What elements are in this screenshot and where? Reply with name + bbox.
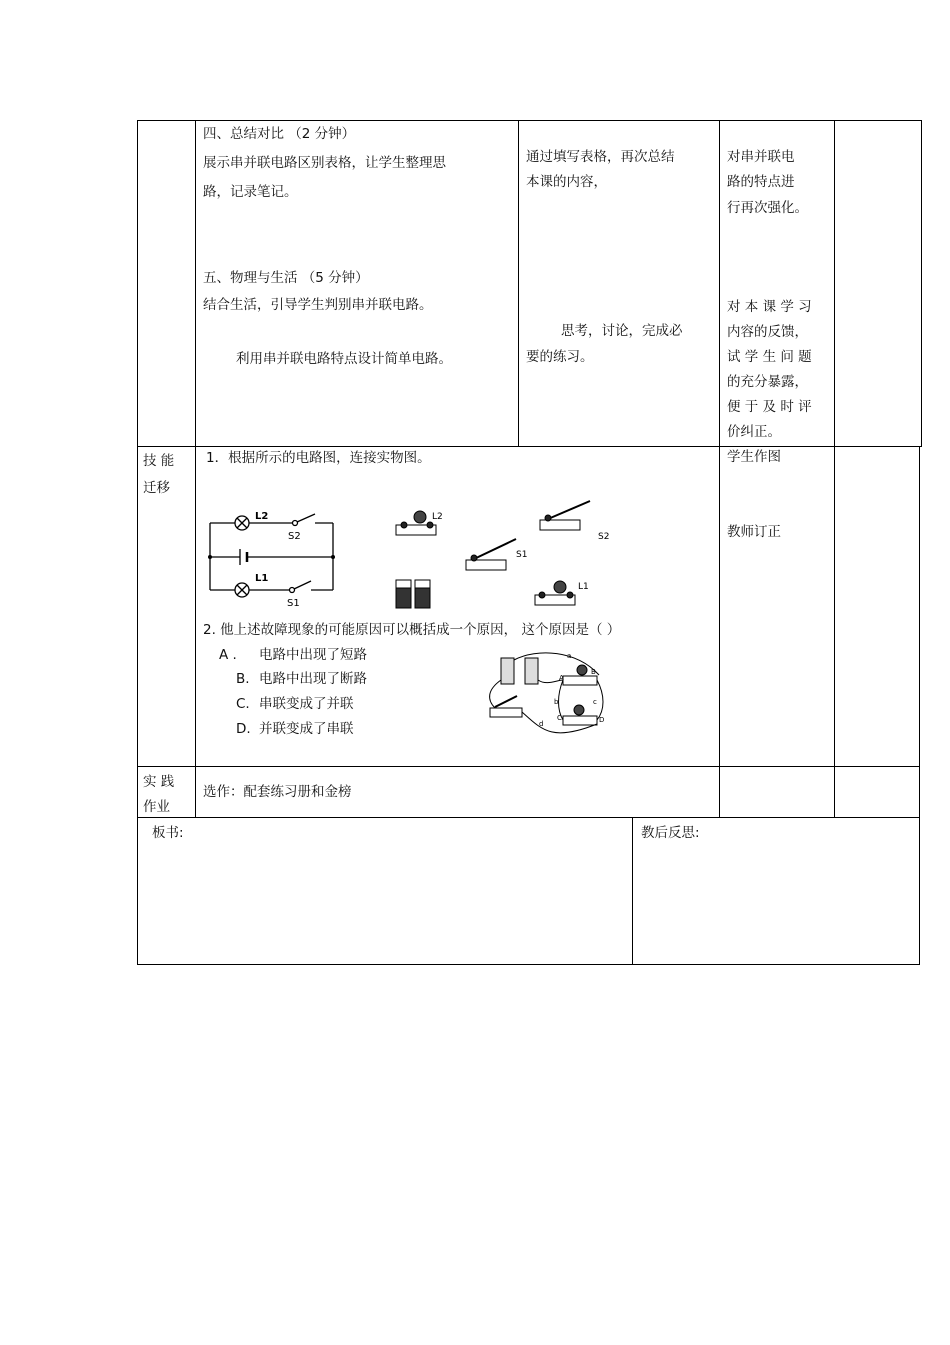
design-intent-2-line: 内容的反馈，	[727, 324, 808, 340]
question-1: 1．根据所示的电路图，连接实物图。	[206, 450, 431, 466]
section-5-line-1: 结合生活，引导学生判别串并联电路。	[203, 297, 433, 313]
option-c-letter: C.	[236, 696, 250, 712]
student-activity-1-line-1: 通过填写表格，再次总结	[526, 149, 675, 165]
label-A: A	[559, 674, 564, 682]
label-a: a	[567, 652, 572, 660]
label-d: d	[539, 720, 544, 728]
label-L1: L1	[255, 573, 269, 584]
label-B: B	[591, 668, 596, 676]
row-label-homework: 作业	[143, 799, 170, 815]
section-4-title: 四、总结对比 （2 分钟）	[203, 126, 356, 142]
blackboard-writing-label: 板书:	[152, 825, 184, 841]
option-c-text: 串联变成了并联	[259, 696, 354, 712]
design-intent-1-line: 路的特点进	[727, 174, 795, 190]
section-4-line-1: 展示串并联电路区别表格，让学生整理思	[203, 155, 446, 171]
label-real-L2: L2	[432, 512, 443, 522]
row-label-transfer: 迁移	[143, 480, 170, 496]
option-b-text: 电路中出现了断路	[259, 671, 367, 687]
teacher-correction: 教师订正	[727, 524, 781, 540]
student-activity-2-line-2: 要的练习。	[526, 349, 594, 365]
design-intent-2-line: 对 本 课 学 习	[727, 299, 812, 315]
option-a-letter: A .	[219, 647, 237, 663]
teaching-reflection-label: 教后反思:	[641, 825, 700, 841]
option-d-letter: D.	[236, 721, 251, 737]
design-intent-1-line: 行再次强化。	[727, 200, 808, 216]
label-real-S2: S2	[598, 532, 610, 542]
design-intent-2-line: 价纠正。	[727, 424, 781, 440]
option-b-letter: B.	[236, 671, 250, 687]
student-drawing: 学生作图	[727, 449, 781, 465]
option-d-text: 并联变成了串联	[259, 721, 354, 737]
label-real-L1: L1	[578, 582, 589, 592]
homework-content: 选作：配套练习册和金榜	[203, 784, 352, 800]
option-a-text: 电路中出现了短路	[259, 647, 367, 663]
design-intent-1-line: 对串并联电	[727, 149, 795, 165]
label-real-S1: S1	[516, 550, 528, 560]
label-c: c	[593, 698, 597, 706]
student-activity-2-line-1: 思考，讨论，完成必	[561, 323, 683, 339]
label-C: C	[557, 714, 562, 722]
design-intent-2-line: 的充分暴露，	[727, 374, 808, 390]
circuit-schematic	[205, 505, 345, 615]
label-D: D	[599, 716, 605, 724]
section-5-line-2: 利用串并联电路特点设计简单电路。	[236, 351, 452, 367]
student-activity-1-line-2: 本课的内容，	[526, 174, 607, 190]
question-2: 2. 他上述故障现象的可能原因可以概括成一个原因， 这个原因是（ ）	[203, 622, 621, 638]
fault-circuit-figure	[487, 650, 612, 745]
label-S2: S2	[288, 531, 301, 542]
label-L2: L2	[255, 511, 269, 522]
design-intent-2-line: 便 于 及 时 评	[727, 399, 812, 415]
physical-components	[390, 495, 620, 615]
design-intent-2-line: 试 学 生 问 题	[727, 349, 812, 365]
section-4-line-2: 路，记录笔记。	[203, 184, 298, 200]
label-S1: S1	[287, 598, 300, 609]
row-label-skill: 技 能	[143, 453, 175, 469]
label-b: b	[554, 698, 559, 706]
section-5-title: 五、物理与生活 （5 分钟）	[203, 270, 369, 286]
row-label-practice: 实 践	[143, 774, 175, 790]
